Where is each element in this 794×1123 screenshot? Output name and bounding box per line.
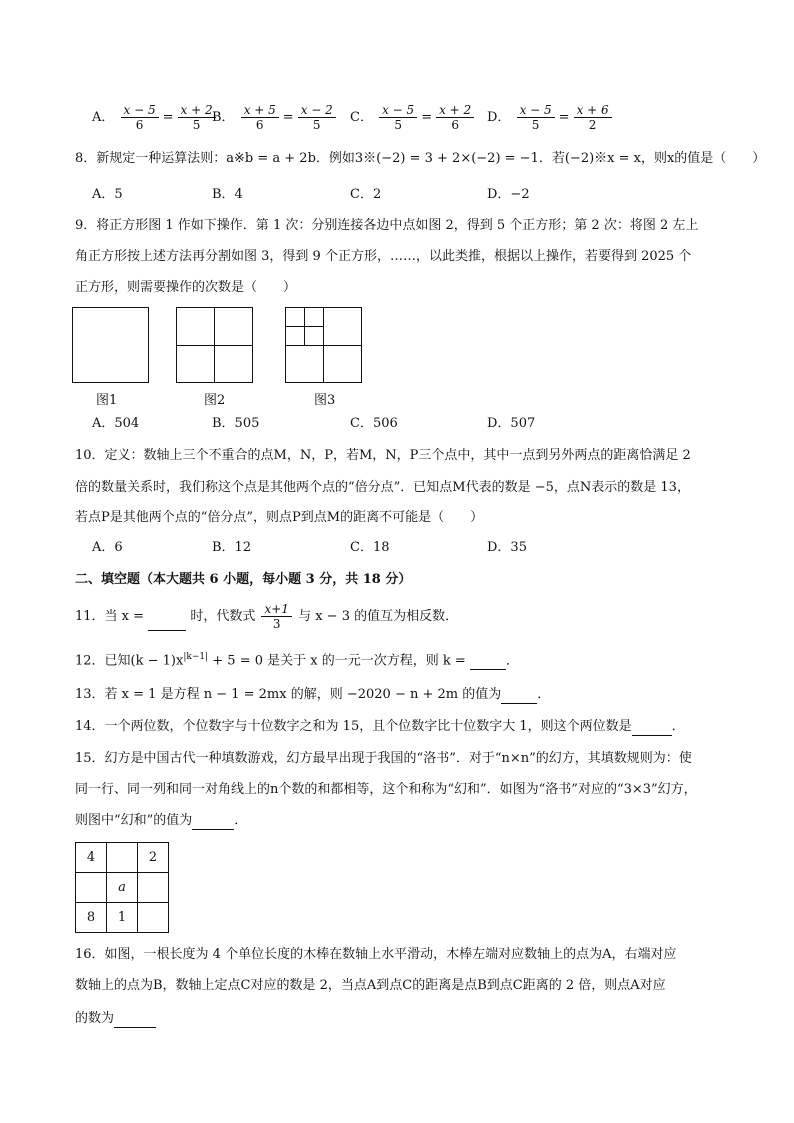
magic-square-cell: a [107, 873, 138, 903]
q15-answer-blank[interactable] [192, 829, 234, 830]
q15-stem-line2: 同一行、同一列和同一对角线上的n个数的和都相等，这个和称为“幻和”．如图为“洛书”对应的“3×3”幻方， [75, 782, 697, 797]
magic-square-row [76, 903, 169, 933]
magic-square-cell [107, 843, 138, 873]
q13-text: 13．若 x = 1 是方程 n − 1 = 2mx 的解，则 −2020 − n + 2m 的值为 [75, 687, 502, 702]
figure-3-horizontal-line [285, 345, 362, 346]
q7-option-a: A． $\frac{x - 5}{6}$ = $\frac{x + 2}{5}$ [92, 103, 218, 132]
magic-square-grid [75, 842, 169, 933]
q10-stem-line3: 若点P是其他两个点的“倍分点”，则点P到点M的距离不可能是（ ） [75, 510, 484, 525]
magic-square-cell: 2 [138, 843, 169, 873]
q8-option-c: C．2 [350, 187, 382, 202]
figure-2-horizontal-line [176, 345, 253, 346]
magic-square-cell: 8 [76, 903, 107, 933]
magic-square-cell [76, 873, 107, 903]
q7-option-b: B． $\frac{x + 5}{6}$ = $\frac{x - 2}{5}$ [212, 103, 338, 132]
q7-b-right-fraction: $\frac{x - 2}{5}$ [298, 103, 336, 132]
magic-square-cell [138, 873, 169, 903]
q11-pre: 11．当 x = [75, 609, 145, 624]
q16-stem-line2: 数轴上的点为B，数轴上定点C对应的数是 2，当点A到点C的距离是点B到点C距离的 2 倍，则点A对应 [75, 978, 666, 993]
q9-stem-line2: 角正方形按上述方法再分割如图 3，得到 9 个正方形，……，以此类推，根据以上操作，若要得到 2025 个 [75, 249, 692, 264]
q13-post: ． [537, 687, 551, 702]
section-2-heading: 二、填空题（本大题共 6 小题，每小题 3 分，共 18 分） [75, 572, 412, 587]
q7-d-right-fraction: $\frac{x + 6}{2}$ [574, 103, 612, 132]
q15-stem-line3 [75, 812, 247, 830]
q12-exponent: |k−1| [183, 652, 209, 662]
figure-2-label: 图2 [204, 393, 226, 408]
q13-answer-blank[interactable] [501, 703, 537, 704]
q16-line3-text: 的数为 [75, 1011, 115, 1026]
q11-post: 与 x − 3 的值互为相反数． [298, 609, 459, 624]
q10-option-d: D．35 [487, 540, 527, 555]
q9-stem-line3: 正方形，则需要操作的次数是（ ） [75, 280, 297, 295]
q12-answer-blank[interactable] [470, 669, 506, 670]
q7-option-d: D． $\frac{x - 5}{5}$ = $\frac{x + 6}{2}$ [487, 103, 614, 132]
q10-stem-line2: 倍的数量关系时，我们称这个点是其他两个点的“倍分点”．已知点M代表的数是 −5，点N表示的数是 13， [75, 480, 690, 495]
q12-mid: + 5 = 0 是关于 x 的一元一次方程，则 k = [212, 653, 466, 669]
q8-option-d: D．−2 [487, 187, 530, 202]
magic-square-cell: 4 [76, 843, 107, 873]
q9-option-b: B．505 [212, 416, 260, 431]
magic-square-cell: 1 [107, 903, 138, 933]
q8-option-a: A．5 [92, 187, 123, 202]
q12 [75, 648, 519, 670]
q7-option-c: C． $\frac{x - 5}{5}$ = $\frac{x + 2}{6}$ [350, 103, 476, 132]
q15-line3-text: 则图中“幻和”的值为 [75, 813, 193, 828]
q7-option-c-letter: C． [350, 110, 373, 125]
figure-1-label: 图1 [96, 393, 118, 408]
q16-answer-blank[interactable] [114, 1027, 156, 1028]
q7-a-right-fraction: $\frac{x + 2}{5}$ [178, 103, 216, 132]
q14 [75, 718, 685, 736]
q9-option-d: D．507 [487, 416, 536, 431]
q11-answer-blank[interactable] [148, 630, 186, 631]
q10-stem-line1: 10．定义：数轴上三个不重合的点M，N，P，若M，N，P三个点中，其中一点到另外两点的距离恰满足 2 [75, 448, 691, 463]
q7-option-d-letter: D． [487, 110, 511, 125]
q7-c-right-fraction: $\frac{x + 2}{6}$ [436, 103, 474, 132]
q11-mid: 时，代数式 [190, 609, 256, 624]
q8-option-b: B．4 [212, 187, 243, 202]
q7-b-left-fraction: $\frac{x + 5}{6}$ [241, 103, 279, 132]
q11 [75, 602, 458, 631]
q12-pre: 12．已知(k − 1)x [75, 653, 184, 669]
q15-post: ． [234, 813, 248, 828]
magic-square-row [76, 843, 169, 873]
q9-option-c: C．506 [350, 416, 398, 431]
q7-option-a-letter: A． [92, 110, 115, 125]
q13 [75, 686, 550, 704]
figure-3-label: 图3 [314, 393, 336, 408]
figure-3-sub-horizontal-line [285, 326, 323, 327]
q7-c-left-fraction: $\frac{x - 5}{5}$ [379, 103, 417, 132]
q10-option-b: B．12 [212, 540, 252, 555]
q9-stem-line1: 9．将正方形图 1 作如下操作．第 1 次：分别连接各边中点如图 2，得到 5 个正方形；第 2 次：将图 2 左上 [75, 218, 699, 233]
q11-fraction: $\frac{x+1}{3}$ [261, 602, 291, 631]
q12-post: ． [505, 653, 519, 669]
q15-stem-line1: 15．幻方是中国古代一种填数游戏，幻方最早出现于我国的“洛书”．对于“n×n”的幻方，其填数规则为：使 [75, 751, 692, 766]
figure-1-square [72, 307, 149, 383]
magic-square-cell [138, 903, 169, 933]
q7-d-left-fraction: $\frac{x - 5}{5}$ [517, 103, 555, 132]
q9-option-a: A．504 [92, 416, 140, 431]
q16-stem-line3 [75, 1010, 156, 1028]
q8-stem: 8．新规定一种运算法则：a※b = a + 2b．例如3※(−2) = 3 + 2×(−2) = −1．若(−2)※x = x，则x的值是（ ） [75, 151, 766, 166]
q14-answer-blank[interactable] [632, 735, 672, 736]
q10-option-c: C．18 [350, 540, 390, 555]
q14-post: ． [671, 719, 685, 734]
magic-square-row [76, 873, 169, 903]
q14-text: 14．一个两位数，个位数字与十位数字之和为 15，且个位数字比十位数字大 1，则这个两位数是 [75, 719, 632, 734]
q7-a-left-fraction: $\frac{x - 5}{6}$ [121, 103, 159, 132]
q7-option-b-letter: B． [212, 110, 235, 125]
q16-stem-line1: 16．如图，一根长度为 4 个单位长度的木棒在数轴上水平滑动，木棒左端对应数轴上的点为A，右端对应 [75, 947, 677, 962]
q10-option-a: A．6 [92, 540, 123, 555]
